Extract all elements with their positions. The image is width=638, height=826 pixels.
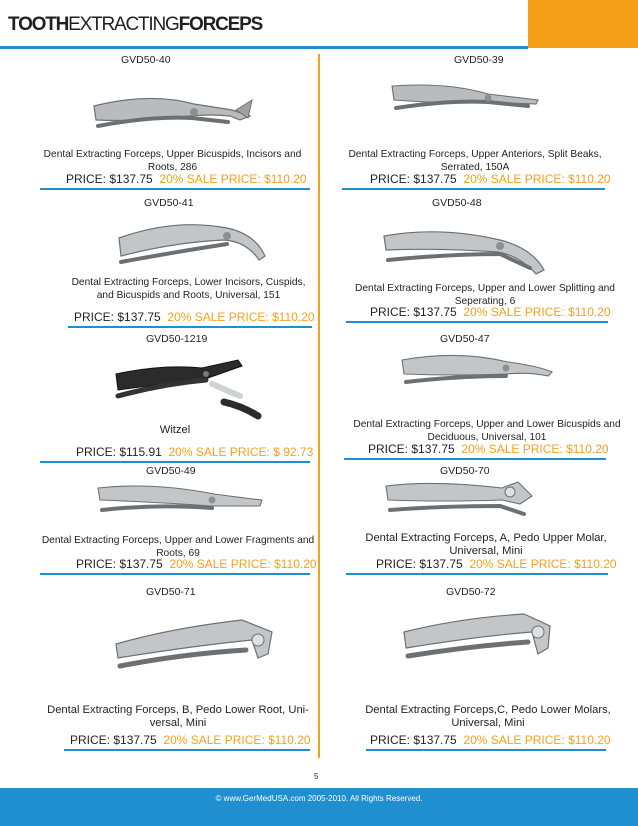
product-description: Dental Extracting Forceps, Upper and Lower Splitting and Seperating, 6: [355, 283, 615, 307]
product-code: GVD50-41: [144, 197, 194, 209]
price-line: [74, 310, 315, 324]
forceps-image: [112, 614, 282, 678]
header-rule: [0, 46, 528, 49]
product-code: GVD50-40: [121, 54, 171, 66]
sale-price: 20% SALE PRICE: $110.20: [461, 442, 609, 456]
price-line: [76, 445, 313, 459]
price-line: [376, 557, 617, 571]
product-code: GVD50-39: [454, 54, 504, 66]
product-description: Dental Extracting Forceps,C, Pedo Lower Molars, Universal, Mini: [365, 704, 611, 729]
price-rule: [346, 321, 608, 323]
title-part-forceps: FORCEPS: [178, 14, 263, 35]
price-line: [76, 557, 317, 571]
price-line: [370, 172, 611, 186]
price-rule: [40, 461, 310, 463]
price-rule: [64, 749, 310, 751]
regular-price: PRICE: $137.75: [370, 305, 457, 319]
price-rule: [40, 573, 310, 575]
column-divider: [318, 54, 320, 758]
sale-price: 20% SALE PRICE: $110.20: [463, 172, 611, 186]
regular-price: PRICE: $137.75: [370, 172, 457, 186]
product-code: GVD50-72: [446, 586, 496, 598]
product-description: Dental Extracting Forceps, Upper and Lower Fragments and Roots, 69: [41, 535, 315, 559]
price-rule: [366, 749, 606, 751]
product-description: Dental Extracting Forceps, Upper and Lower Bicuspids and Deciduous, Universal, 101: [353, 419, 621, 443]
product-code: GVD50-49: [146, 465, 196, 477]
forceps-image: [112, 354, 272, 420]
sale-price: 20% SALE PRICE: $110.20: [163, 733, 311, 747]
forceps-image: [400, 608, 560, 670]
product-description: Dental Extracting Forceps, A, Pedo Upper Molar, Universal, Mini: [365, 532, 607, 557]
regular-price: PRICE: $137.75: [74, 310, 161, 324]
regular-price: PRICE: $137.75: [70, 733, 157, 747]
price-rule: [346, 573, 608, 575]
forceps-image: [90, 86, 262, 134]
product-description: Dental Extracting Forceps, B, Pedo Lower Root, Uni-versal, Mini: [47, 704, 309, 729]
price-rule: [40, 188, 310, 190]
product-description: Dental Extracting Forceps, Upper Bicuspids, Incisors and Roots, 286: [43, 149, 302, 173]
price-line: [66, 172, 307, 186]
regular-price: PRICE: $137.75: [76, 557, 163, 571]
price-rule: [342, 188, 605, 190]
sale-price: 20% SALE PRICE: $110.20: [159, 172, 307, 186]
title-part-extracting: EXTRACTING: [68, 14, 179, 35]
forceps-image: [382, 476, 552, 526]
product-code: GVD50-48: [432, 197, 482, 209]
sale-price: 20% SALE PRICE: $110.20: [463, 305, 611, 319]
product-code: GVD50-1219: [146, 333, 208, 345]
sale-price: 20% SALE PRICE: $110.20: [167, 310, 315, 324]
regular-price: PRICE: $115.91: [76, 445, 162, 459]
product-code: GVD50-71: [146, 586, 196, 598]
price-line: [370, 733, 611, 747]
product-description: Dental Extracting Forceps, Lower Incisors, Cuspids, and Bicuspids and Roots, Universal, 151: [71, 277, 306, 301]
price-rule: [68, 326, 312, 328]
product-code: GVD50-47: [440, 333, 490, 345]
regular-price: PRICE: $137.75: [66, 172, 153, 186]
price-line: [70, 733, 311, 747]
regular-price: PRICE: $137.75: [370, 733, 457, 747]
price-line: [368, 442, 609, 456]
forceps-image: [94, 478, 270, 522]
page-number: 5: [314, 772, 319, 781]
footer-copyright: © www.GerMedUSA.com 2005-2010. All Rights Reserved.: [215, 794, 423, 803]
forceps-image: [388, 78, 544, 120]
price-line: [370, 305, 611, 319]
regular-price: PRICE: $137.75: [368, 442, 455, 456]
sale-price: 20% SALE PRICE: $110.20: [463, 733, 611, 747]
header-orange-tab: [528, 0, 638, 48]
regular-price: PRICE: $137.75: [376, 557, 463, 571]
sale-price: 20% SALE PRICE: $110.20: [469, 557, 617, 571]
forceps-image: [115, 212, 273, 270]
price-rule: [344, 458, 606, 460]
product-description: Dental Extracting Forceps, Upper Anteriors, Split Beaks, Serrated, 150A: [348, 149, 602, 173]
forceps-image: [380, 220, 552, 278]
page-title: [8, 14, 262, 36]
product-description: Witzel: [159, 424, 191, 436]
title-part-tooth: TOOTH: [8, 14, 69, 35]
sale-price: 20% SALE PRICE: $110.20: [169, 557, 317, 571]
forceps-image: [398, 346, 558, 394]
product-code: GVD50-70: [440, 465, 490, 477]
sale-price: 20% SALE PRICE: $ 92.73: [168, 445, 314, 459]
